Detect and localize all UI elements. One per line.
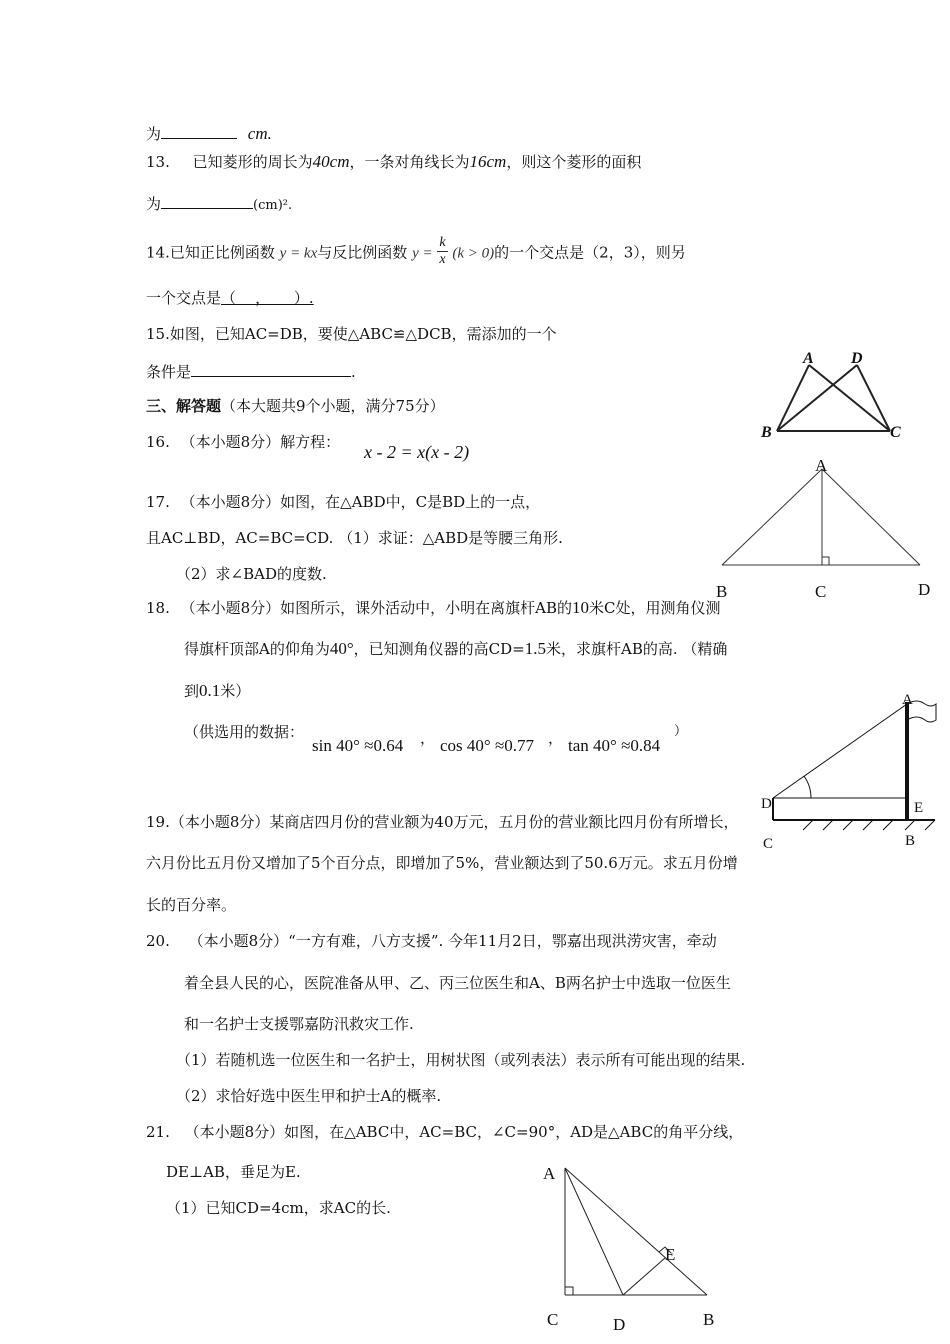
q14-line2-text: 一个交点是 xyxy=(146,289,222,307)
q12-prefix: 为 xyxy=(146,125,162,143)
q15-answer-blank[interactable] xyxy=(191,360,351,377)
q18-value-height: 1.5 xyxy=(524,639,546,658)
q13-line2-prefix: 为 xyxy=(146,195,162,213)
q18-line3 xyxy=(184,681,250,701)
q18-text2b: ，已知测角仪器的高CD= xyxy=(353,640,525,658)
q18-cos-value: cos 40° ≈0.77 xyxy=(440,736,535,755)
q18-label-b: B xyxy=(905,833,916,849)
q13-value2: 16cm xyxy=(469,152,507,171)
q13-text1: 已知菱形的周长为 xyxy=(192,153,313,171)
q17-right-angle-mark xyxy=(822,557,829,565)
q18-label-e: E xyxy=(914,800,924,816)
section3-note: （本大题共9个小题，满分75分） xyxy=(221,397,445,415)
q18-figure xyxy=(755,690,947,855)
q13-line2 xyxy=(146,192,292,216)
section3-heading xyxy=(146,396,445,416)
q18-close-paren: ） xyxy=(674,724,688,739)
q18-line4 xyxy=(184,722,304,742)
q18-value-precision: 0.1 xyxy=(199,681,221,700)
q14-text3: 的一个交点是（2，3），则另 xyxy=(494,243,686,262)
q18-ground-hatching xyxy=(803,820,935,830)
q21-figure xyxy=(535,1158,735,1344)
q14-number: 14. xyxy=(146,243,170,262)
q14-formula1: y = kx xyxy=(279,245,318,262)
section3-title: 三、解答题 xyxy=(146,397,222,415)
q15-line1 xyxy=(146,324,557,344)
q14-fraction-denominator: x xyxy=(439,252,446,267)
q19-line1 xyxy=(146,812,739,832)
q21-line3: （1）已知CD=4cm，求AC的长. xyxy=(166,1199,391,1217)
q13-line1 xyxy=(146,152,641,172)
q15-text: 如图，已知AC=DB，要使△ABC≌△DCB，需添加的一个 xyxy=(169,325,557,343)
q15-line2-suffix: . xyxy=(351,363,356,381)
q17-label-b: B xyxy=(716,582,728,601)
q17-line2: 且AC⊥BD，AC=BC=CD. （1）求证：△ABD是等腰三角形. xyxy=(146,529,563,547)
q17-text1: （本小题8分）如图，在△ABD中，C是BD上的一点， xyxy=(180,493,541,511)
q20-text1: （本小题8分）“一方有难，八方支援”. 今年11月2日，鄂嘉出现洪涝灾害，牵动 xyxy=(188,932,717,950)
q18-line2 xyxy=(184,639,727,659)
q15-label-b: B xyxy=(761,424,772,441)
q18-tan-value: tan 40° ≈0.84 xyxy=(568,736,661,755)
q20-line3: 和一名护士支援鄂嘉防汛救灾工作. xyxy=(184,1015,414,1033)
q18-text4a: （供选用的数据： xyxy=(184,723,305,741)
q21-label-d: D xyxy=(613,1315,626,1334)
q15-line2-prefix: 条件是 xyxy=(146,363,192,381)
q16-equation: x - 2 = x(x - 2) xyxy=(364,442,470,462)
q20-line4: （1）若随机选一位医生和一名护士，用树状图（或列表法）表示所有可能出现的结果. xyxy=(176,1051,746,1069)
q18-text1b: 米C处，用测角仪测 xyxy=(589,599,721,617)
q18-value-distance: 10 xyxy=(572,598,590,617)
q18-text3b: 米） xyxy=(220,682,251,700)
q12-unit: cm. xyxy=(247,124,272,143)
q15-label-d: D xyxy=(851,350,863,367)
q21-number: 21. xyxy=(146,1123,170,1141)
q16-text: （本小题8分）解方程： xyxy=(180,433,341,451)
q18-text2c: 米，求旗杆AB的高. （精确 xyxy=(545,640,728,658)
q18-label-c: C xyxy=(763,836,774,852)
q15-segment-dc xyxy=(857,365,890,431)
q14-fraction-numerator: k xyxy=(439,235,446,250)
q13-number: 13. xyxy=(146,153,170,171)
q14-line1 xyxy=(146,237,686,270)
q14-line2 xyxy=(146,288,314,308)
q14-fraction xyxy=(437,235,447,268)
q21-line2: DE⊥AB，垂足为E. xyxy=(166,1163,301,1181)
q17-line1 xyxy=(146,492,540,512)
q21-label-b: B xyxy=(703,1310,715,1329)
q13-text3: ，则这个菱形的面积 xyxy=(506,153,642,171)
q17-label-d: D xyxy=(918,580,931,599)
q15-segment-ab xyxy=(777,365,809,431)
q18-label-a: A xyxy=(902,692,913,708)
q18-number: 18. xyxy=(146,599,170,617)
q17-segment-ab xyxy=(722,469,822,565)
q14-text2: 与反比例函数 xyxy=(317,243,408,262)
q18-line1 xyxy=(146,598,721,618)
q20-line2: 着全县人民的心，医院准备从甲、乙、丙三位医生和A、B两名护士中选取一位医生 xyxy=(184,974,731,992)
q17-label-c: C xyxy=(815,582,827,601)
q13-answer-blank[interactable] xyxy=(161,192,253,209)
q21-perpendicular-de xyxy=(623,1258,665,1295)
q18-text1a: （本小题8分）如图所示，课外活动中，小明在离旗杆AB的 xyxy=(180,599,573,617)
q18-text3a: 到 xyxy=(184,682,200,700)
q18-sin-value: sin 40° ≈0.64 xyxy=(312,736,404,755)
q21-label-e: E xyxy=(665,1245,676,1264)
q12-answer-line xyxy=(146,122,272,144)
q17-figure xyxy=(710,455,940,605)
q13-text2: ，一条对角线长为 xyxy=(349,153,470,171)
q21-label-a: A xyxy=(543,1164,556,1183)
q20-number: 20. xyxy=(146,932,170,950)
q15-figure xyxy=(755,345,915,445)
q15-line2 xyxy=(146,360,356,382)
q18-comma2: ， xyxy=(548,729,564,747)
q15-segment-ac xyxy=(809,365,890,431)
q14-formula2-left: y = xyxy=(412,245,433,262)
q12-answer-blank[interactable] xyxy=(161,122,237,139)
q19-number: 19. xyxy=(146,813,170,831)
q15-label-c: C xyxy=(890,424,901,441)
q14-answer[interactable]: （ ， ）. xyxy=(221,289,314,307)
q17-number: 17. xyxy=(146,493,170,511)
q21-right-angle-mark-c xyxy=(565,1287,573,1295)
q20-line5: （2）求恰好选中医生甲和护士A的概率. xyxy=(176,1087,442,1105)
q21-bisector-ad xyxy=(565,1168,623,1295)
q19-line3: 长的百分率。 xyxy=(146,896,237,914)
q15-label-a: A xyxy=(803,350,814,367)
q21-text1: （本小题8分）如图，在△ABC中，AC=BC，∠C=90°，AD是△ABC的角平分线， xyxy=(184,1123,744,1141)
q21-line1 xyxy=(146,1122,743,1142)
q21-label-c: C xyxy=(547,1310,559,1329)
q20-line1 xyxy=(146,931,717,951)
q14-condition: (k > 0) xyxy=(452,245,495,262)
q15-number: 15. xyxy=(146,325,170,343)
q16-number: 16. xyxy=(146,433,170,451)
q13-value1: 40cm xyxy=(312,152,350,171)
q18-text2a: 得旗杆顶部A的仰角为 xyxy=(184,640,330,658)
q18-sight-line-da xyxy=(773,704,907,798)
q13-unit: (cm)². xyxy=(253,198,293,213)
q17-label-a: A xyxy=(815,456,828,475)
q15-segment-db xyxy=(777,365,857,431)
q18-angle-arc xyxy=(804,776,811,798)
q17-segment-ad xyxy=(822,469,920,565)
q19-line2: 六月份比五月份又增加了5个百分点，即增加了5%，营业额达到了50.6万元。求五月份增 xyxy=(146,854,738,872)
q16-line xyxy=(146,432,340,452)
q21-segment-ab xyxy=(565,1168,707,1295)
q19-text1: （本小题8分）某商店四月份的营业额为40万元，五月份的营业额比四月份有所增长， xyxy=(169,813,739,831)
q18-label-d: D xyxy=(761,796,772,812)
q14-text1: 已知正比例函数 xyxy=(169,243,275,262)
q18-value-angle: 40° xyxy=(329,639,354,658)
q18-comma1: ， xyxy=(420,729,436,747)
q17-line3: （2）求∠BAD的度数. xyxy=(176,565,327,583)
